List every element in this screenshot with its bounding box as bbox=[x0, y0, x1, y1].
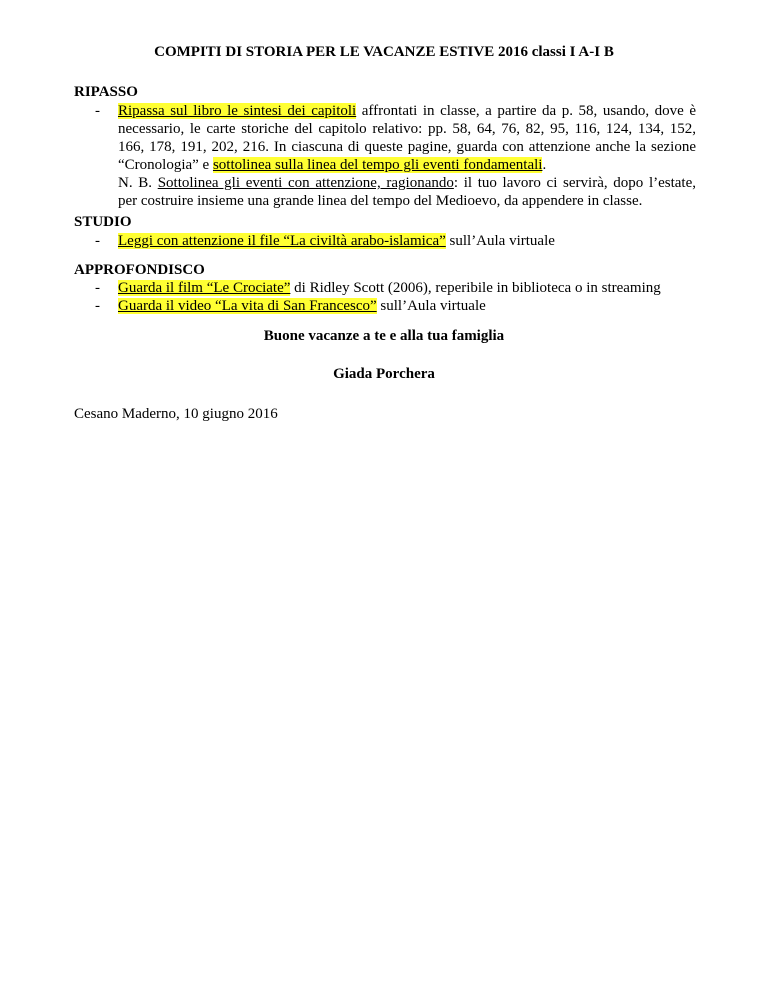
ripasso-paragraph bbox=[118, 102, 696, 210]
highlighted-text: Guarda il video “La vita di San Francesco” bbox=[118, 298, 377, 314]
ripasso-line-1 bbox=[118, 102, 696, 120]
closing-greeting: Buone vacanze a te e alla tua famiglia bbox=[263, 328, 505, 344]
plain-text: “Cronologia” e bbox=[118, 157, 213, 173]
approfondisco-item-2-dash bbox=[95, 297, 100, 315]
document-title: COMPITI DI STORIA PER LE VACANZE ESTIVE 2016 classi I A-I B bbox=[154, 44, 614, 60]
plain-text: . bbox=[542, 157, 547, 173]
list-dash: - bbox=[95, 103, 100, 119]
highlighted-text: sottolinea sulla linea del tempo gli eventi fondamentali bbox=[212, 157, 543, 173]
ripasso-dash bbox=[95, 102, 100, 120]
plain-text: : il tuo lavoro ci servirà, dopo l’estate, bbox=[453, 175, 696, 191]
section-heading-approfondisco: APPROFONDISCO bbox=[74, 262, 205, 278]
section-heading-studio: STUDIO bbox=[74, 214, 132, 230]
plain-text: di Ridley Scott (2006), reperibile in biblioteca o in streaming bbox=[290, 280, 661, 296]
approfondisco-line-2 bbox=[118, 297, 696, 315]
list-dash: - bbox=[95, 233, 100, 249]
approfondisco-item-1-dash bbox=[95, 279, 100, 297]
studio-item bbox=[95, 232, 100, 250]
studio-text bbox=[118, 232, 696, 250]
signature-name: Giada Porchera bbox=[333, 366, 435, 382]
approfondisco-line-1 bbox=[118, 279, 696, 297]
ripasso-line-6: per costruire insieme una grande linea del tempo del Medioevo, da appendere in classe. bbox=[118, 193, 643, 209]
plain-text: sull’Aula virtuale bbox=[445, 233, 555, 249]
approfondisco-item-2 bbox=[118, 297, 696, 315]
ripasso-line-4 bbox=[118, 156, 696, 174]
ripasso-line-2: necessario, le carte storiche del capitolo relativo: pp. 58, 64, 76, 82, 95, 116, 124, 134, 152, bbox=[118, 121, 696, 137]
ripasso-line-3: 166, 178, 191, 202, 216. In ciascuna di queste pagine, guarda con attenzione anche la sezione bbox=[118, 139, 696, 155]
highlighted-text: Leggi con attenzione il file “La civiltà arabo-islamica” bbox=[118, 233, 446, 249]
list-dash: - bbox=[95, 280, 100, 296]
plain-text: N. B. bbox=[118, 175, 158, 191]
approfondisco-item-1 bbox=[118, 279, 696, 297]
plain-text: affrontati in classe, a partire da p. 58, usando, dove è bbox=[356, 103, 696, 119]
section-heading-ripasso: RIPASSO bbox=[74, 84, 138, 100]
plain-text: sull’Aula virtuale bbox=[376, 298, 486, 314]
place-date: Cesano Maderno, 10 giugno 2016 bbox=[74, 406, 278, 422]
highlighted-text: Guarda il film “Le Crociate” bbox=[118, 280, 291, 296]
underlined-text: Sottolinea gli eventi con attenzione, ragionando bbox=[157, 175, 454, 191]
studio-line bbox=[118, 232, 696, 250]
highlighted-text: Ripassa sul libro le sintesi dei capitoli bbox=[118, 103, 357, 119]
ripasso-line-5 bbox=[118, 174, 696, 192]
list-dash: - bbox=[95, 298, 100, 314]
